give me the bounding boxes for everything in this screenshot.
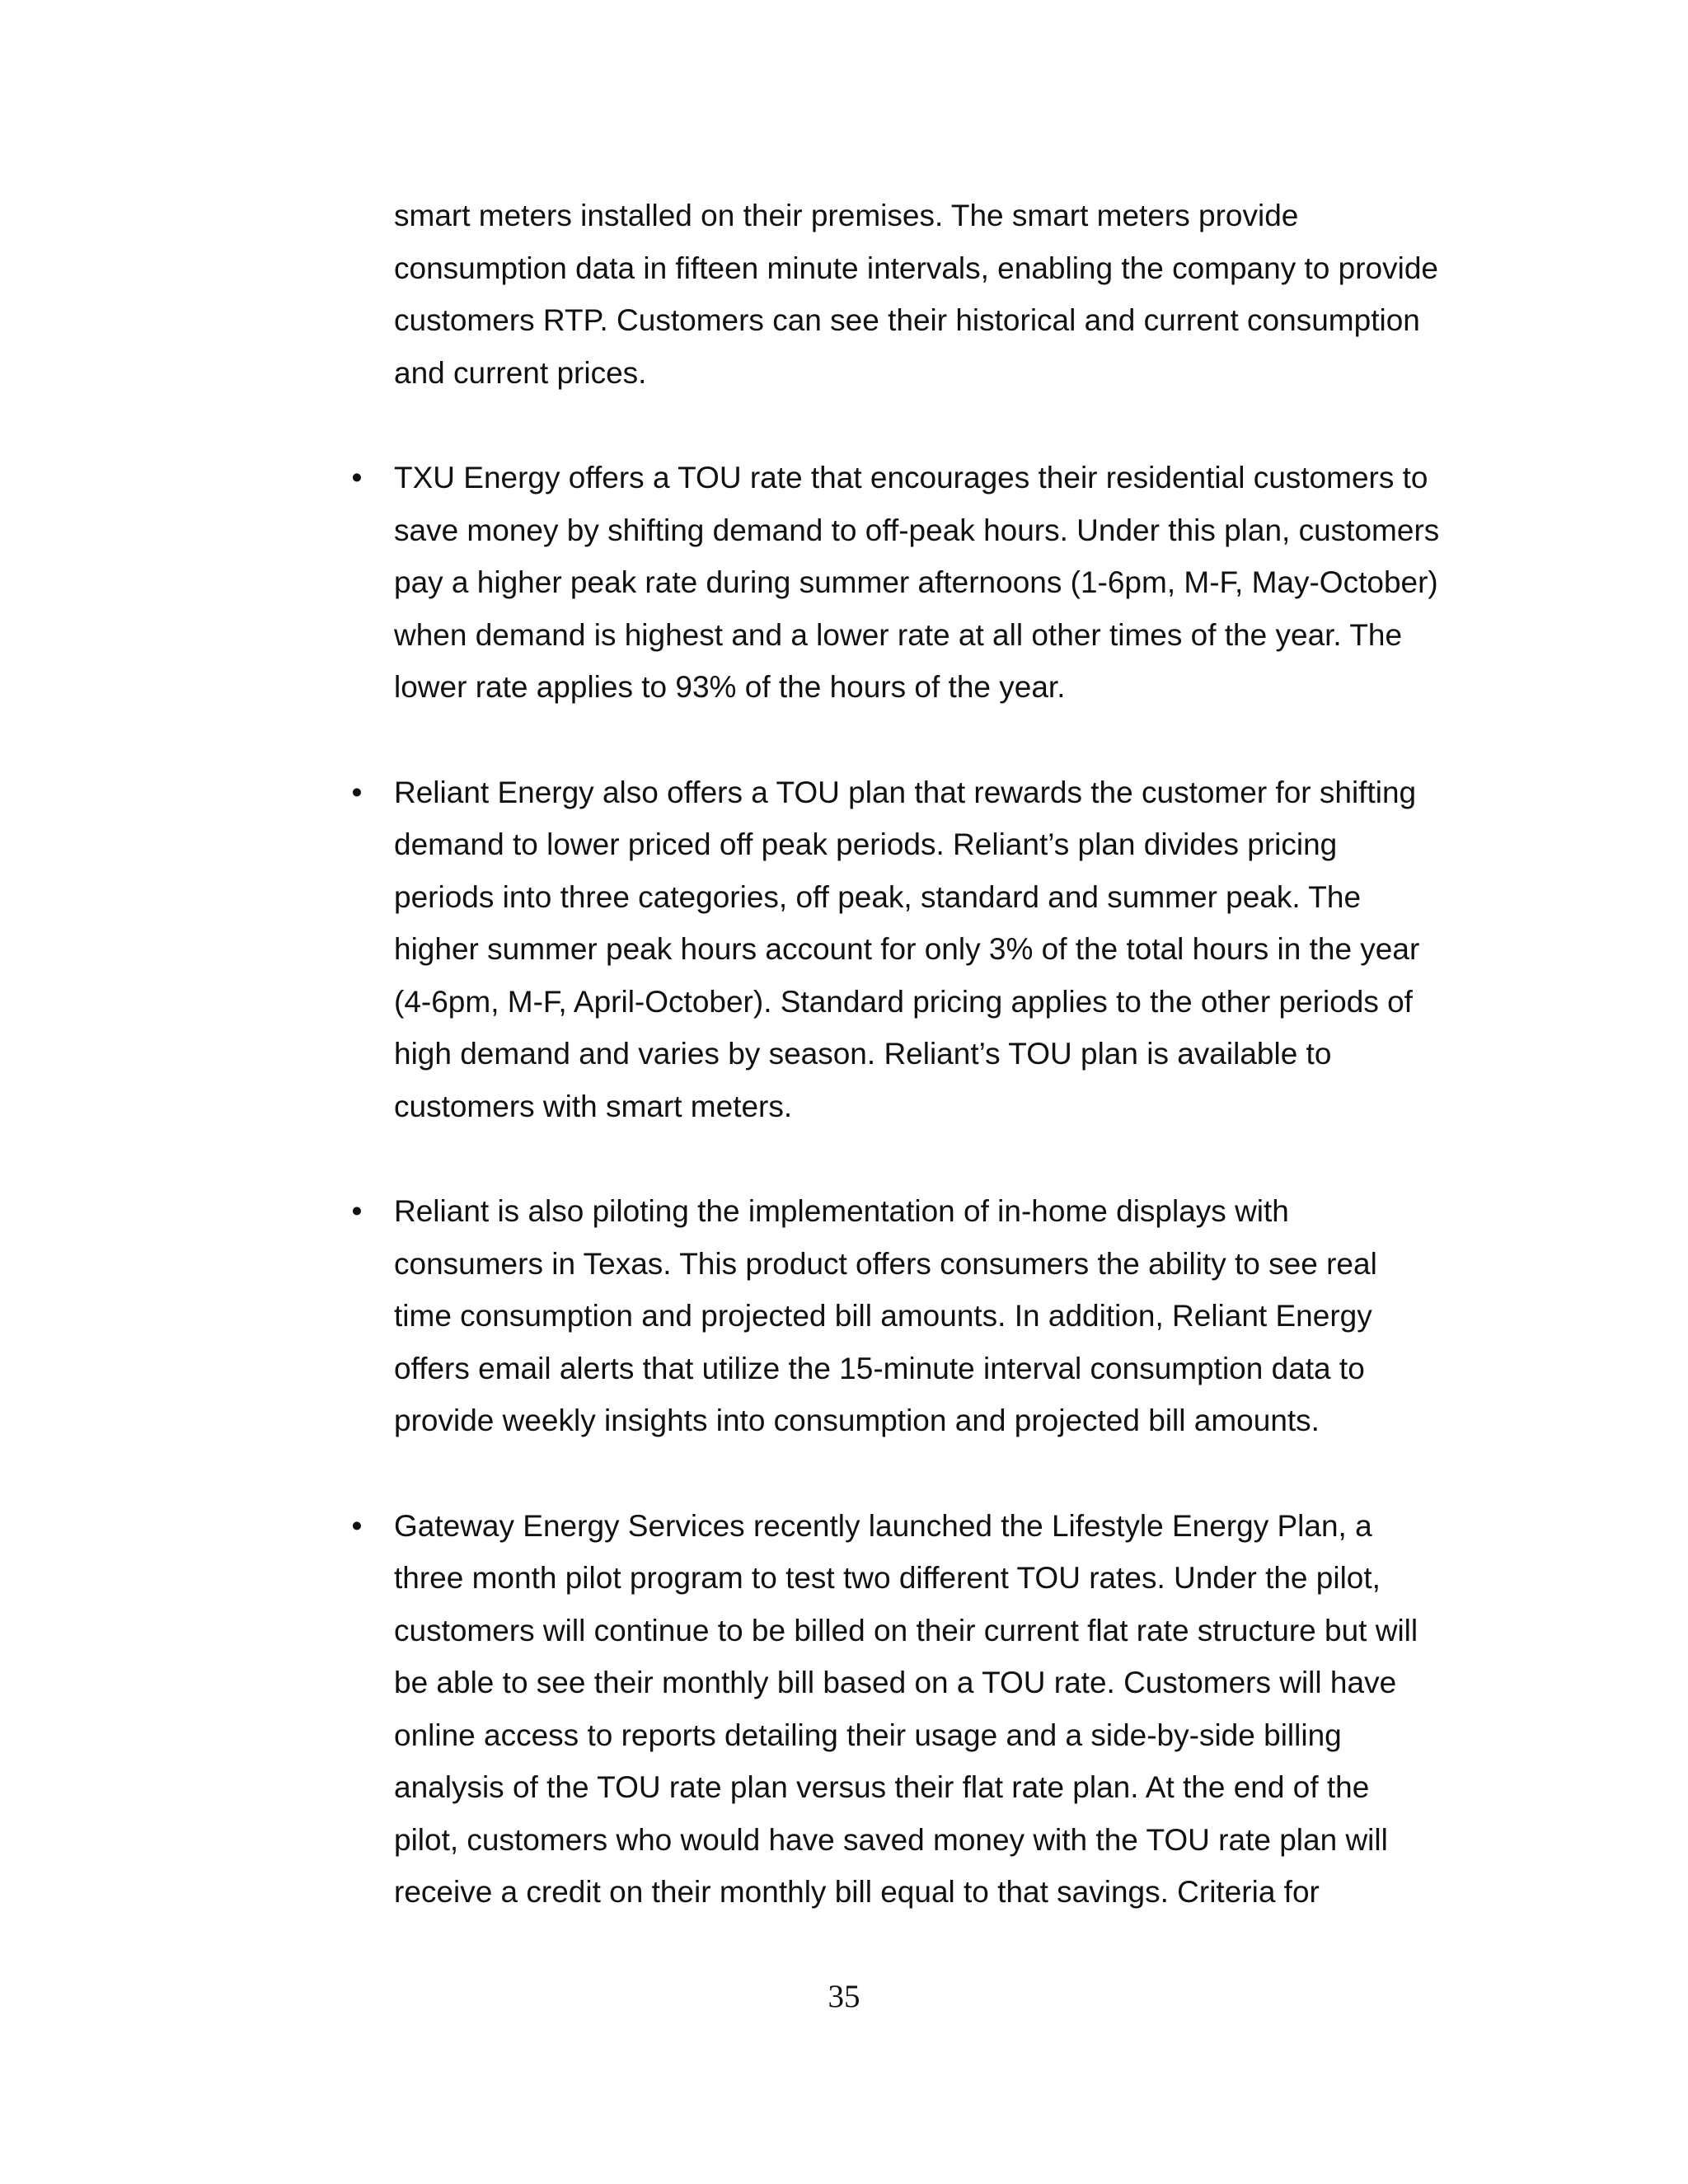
text-line: customers with smart meters. xyxy=(394,1089,793,1123)
text-line: provide weekly insights into consumption and projected bill amounts. xyxy=(394,1404,1320,1437)
bullet-item-reliant-tou xyxy=(351,766,1465,1133)
text-line: three month pilot program to test two different TOU rates. Under the pilot, xyxy=(394,1561,1381,1595)
bullet-item-reliant-displays xyxy=(351,1185,1465,1447)
text-line: online access to reports detailing their usage and a side-by-side billing xyxy=(394,1718,1342,1752)
text-line: consumers in Texas. This product offers consumers the ability to see real xyxy=(394,1246,1377,1281)
text-line: and current prices. xyxy=(394,355,647,390)
text-line: pilot, customers who would have saved money with the TOU rate plan will xyxy=(394,1822,1388,1857)
bullet-icon: • xyxy=(351,461,363,494)
text-line: when demand is highest and a lower rate at all other times of the year. The xyxy=(394,617,1403,652)
text-line: receive a credit on their monthly bill equal to that savings. Criteria for xyxy=(394,1875,1320,1909)
text-line: periods into three categories, off peak, standard and summer peak. The xyxy=(394,879,1362,914)
intro-paragraph xyxy=(394,190,1465,399)
text-line: high demand and varies by season. Reliant’s TOU plan is available to xyxy=(394,1037,1332,1071)
text-line: analysis of the TOU rate plan versus their flat rate plan. At the end of the xyxy=(394,1770,1370,1804)
bullet-item-gateway xyxy=(351,1500,1465,1919)
text-line: Gateway Energy Services recently launched the Lifestyle Energy Plan, a xyxy=(394,1508,1372,1543)
text-line: smart meters installed on their premises. The smart meters provide xyxy=(394,199,1299,232)
bullet-icon: • xyxy=(351,775,363,809)
text-line: TXU Energy offers a TOU rate that encourages their residential customers to xyxy=(394,461,1428,494)
bullet-icon: • xyxy=(351,1194,363,1228)
bullet-icon: • xyxy=(351,1508,363,1543)
text-line: be able to see their monthly bill based on a TOU rate. Customers will have xyxy=(394,1666,1397,1699)
text-line: demand to lower priced off peak periods. Reliant’s plan divides pricing xyxy=(394,827,1338,861)
text-line: Reliant Energy also offers a TOU plan that rewards the customer for shifting xyxy=(394,775,1417,809)
text-line: offers email alerts that utilize the 15-minute interval consumption data to xyxy=(394,1351,1365,1385)
text-line: lower rate applies to 93% of the hours of the year. xyxy=(394,670,1066,704)
page-number: 35 xyxy=(828,1979,860,2014)
text-line: Reliant is also piloting the implementation of in-home displays with xyxy=(394,1194,1289,1228)
text-line: pay a higher peak rate during summer afternoons (1-6pm, M-F, May-October) xyxy=(394,565,1438,599)
bullet-item-txu xyxy=(351,452,1465,714)
text-line: save money by shifting demand to off-peak hours. Under this plan, customers xyxy=(394,513,1440,547)
text-line: time consumption and projected bill amounts. In addition, Reliant Energy xyxy=(394,1299,1372,1333)
text-line: customers RTP. Customers can see their historical and current consumption xyxy=(394,303,1420,337)
text-line: higher summer peak hours account for only 3% of the total hours in the year xyxy=(394,932,1420,966)
text-line: consumption data in fifteen minute intervals, enabling the company to provide xyxy=(394,251,1438,285)
text-line: customers will continue to be billed on their current flat rate structure but will xyxy=(394,1613,1418,1647)
body-text xyxy=(351,190,1465,1971)
text-line: (4-6pm, M-F, April-October). Standard pricing applies to the other periods of xyxy=(394,984,1413,1019)
